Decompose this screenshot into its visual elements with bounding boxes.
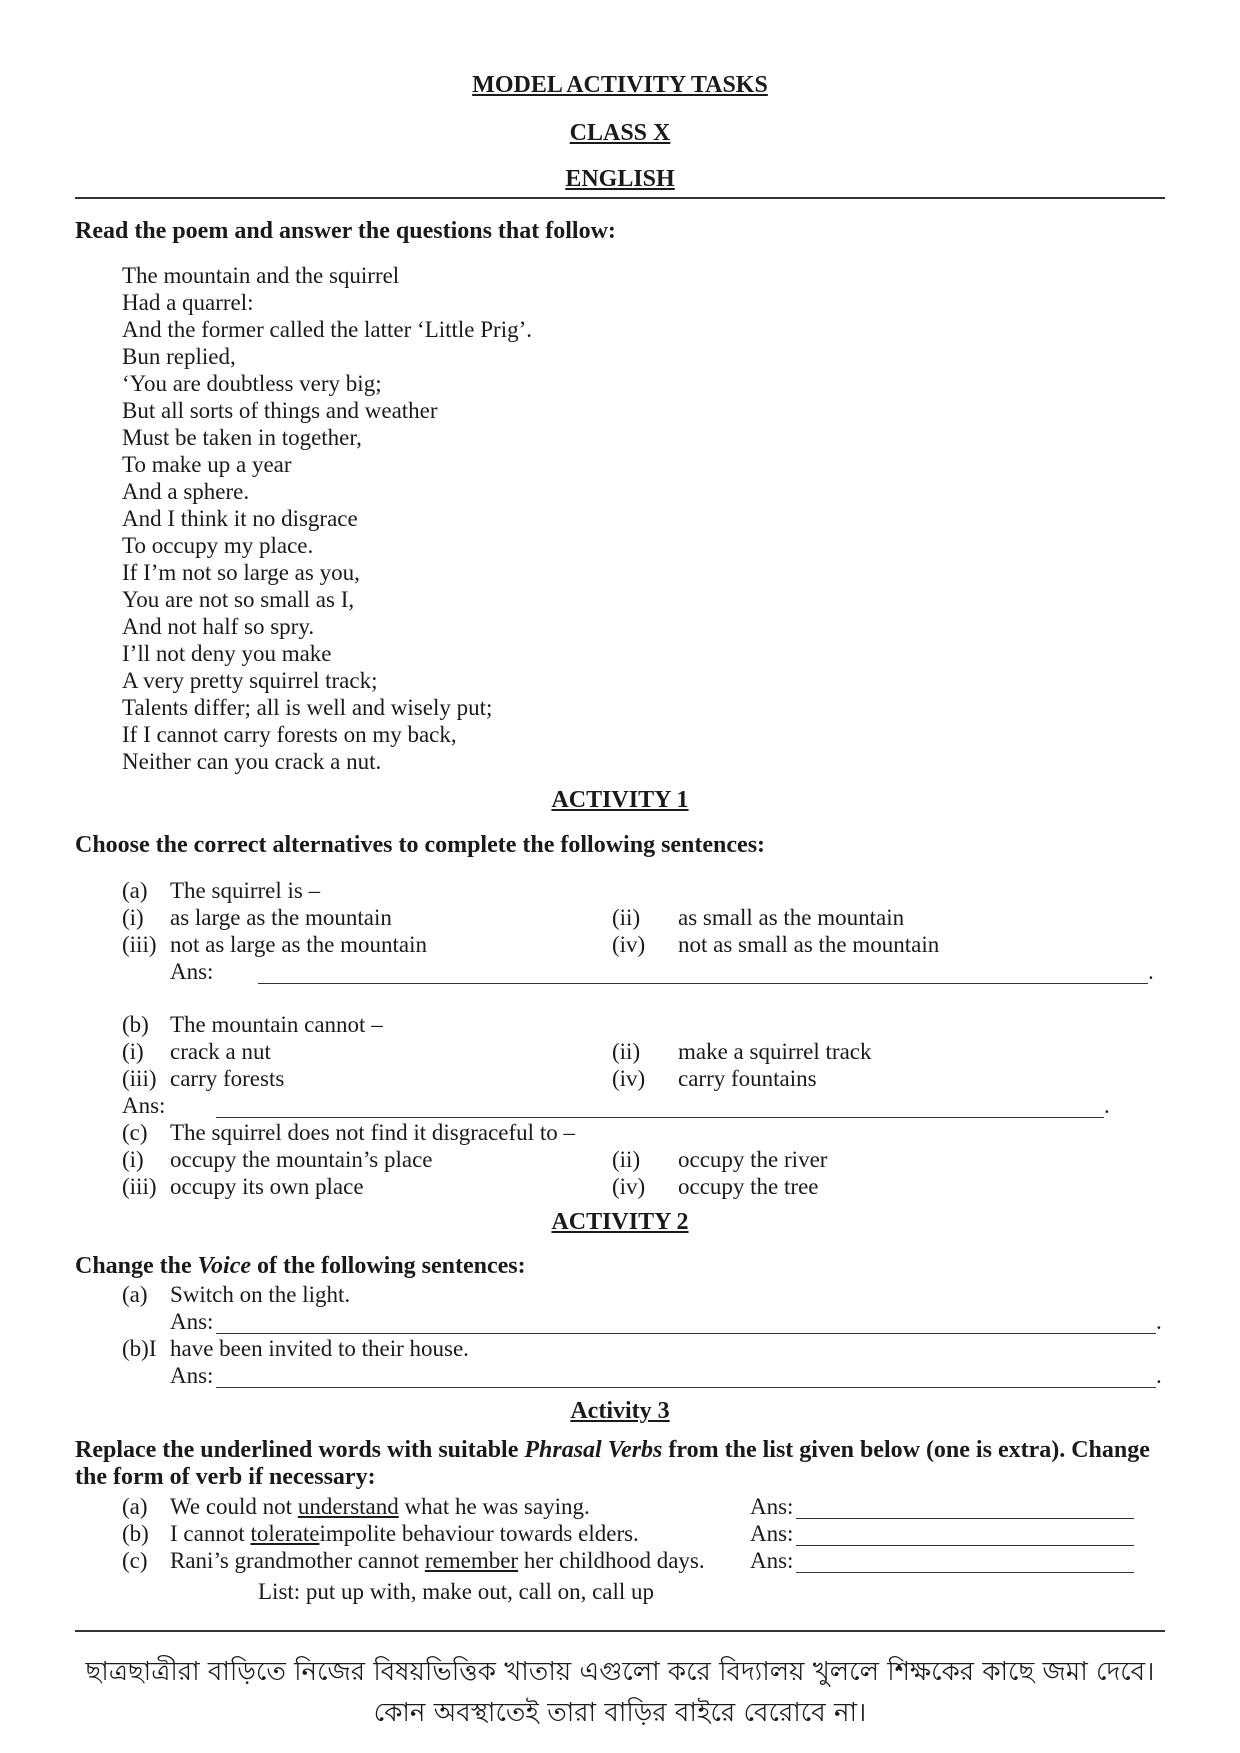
activity-3-instruction <box>75 1437 1150 1464</box>
poem-line: If I’m not so large as you, <box>122 560 360 585</box>
question-pre: We could not <box>170 1494 293 1519</box>
option-text: carry forests <box>170 1066 285 1091</box>
underlined-word: understand <box>297 1494 399 1519</box>
activity-3-instruction-line2: the form of verb if necessary: <box>75 1464 376 1490</box>
answer-label: Ans: <box>170 1363 214 1388</box>
question-text: The mountain cannot – <box>170 1012 383 1037</box>
footer-note-line1: ছাত্রছাত্রীরা বাড়িতে নিজের বিষয়ভিত্তিক খাতায় এগুলো করে বিদ্যালয় খুললে শিক্ষকের কাছে জমা দেবে। <box>85 1657 1155 1687</box>
poem-line: Had a quarrel: <box>122 290 254 315</box>
header-divider <box>75 197 1165 199</box>
option-label: (iii) <box>122 1066 157 1091</box>
option-text: occupy the mountain’s place <box>170 1147 433 1172</box>
answer-end-dot: . <box>1104 1093 1110 1118</box>
question-text <box>170 1520 639 1547</box>
answer-end-dot: . <box>1148 959 1154 984</box>
poem-instruction: Read the poem and answer the questions that follow: <box>75 218 616 244</box>
instruction-text: from the list given below (one is extra). Change <box>668 1437 1150 1463</box>
answer-end-dot: . <box>1156 1363 1162 1388</box>
option-text: crack a nut <box>170 1039 271 1064</box>
poem-line: Must be taken in together, <box>122 425 362 450</box>
answer-label: Ans: <box>170 1309 214 1334</box>
page-title: MODEL ACTIVITY TASKS <box>472 72 768 98</box>
answer-label: Ans: <box>750 1521 794 1546</box>
answer-line[interactable] <box>258 983 1148 984</box>
instruction-italic: Phrasal Verbs <box>524 1437 663 1463</box>
answer-line[interactable] <box>216 1387 1156 1388</box>
poem-line: Talents differ; all is well and wisely put; <box>122 695 493 720</box>
answer-line[interactable] <box>796 1572 1134 1573</box>
option-label: (iii) <box>122 1174 157 1199</box>
poem-line: A very pretty squirrel track; <box>122 668 378 693</box>
poem-line: I’ll not deny you make <box>122 641 332 666</box>
activity-2-title: ACTIVITY 2 <box>551 1209 689 1235</box>
question-label: (b) <box>122 1012 149 1037</box>
option-text: occupy the tree <box>678 1174 819 1199</box>
answer-line[interactable] <box>216 1117 1104 1118</box>
option-label: (ii) <box>612 905 641 930</box>
answer-end-dot: . <box>1156 1309 1162 1334</box>
option-text: as small as the mountain <box>678 905 905 930</box>
option-text: as large as the mountain <box>170 905 392 930</box>
answer-label: Ans: <box>750 1548 794 1573</box>
poem-line: To make up a year <box>122 452 292 477</box>
activity-2-instruction <box>75 1253 526 1280</box>
poem-line: And the former called the latter ‘Little Prig’. <box>122 317 533 342</box>
option-text: make a squirrel track <box>678 1039 872 1064</box>
poem-line: To occupy my place. <box>122 533 314 558</box>
option-label: (i) <box>122 905 144 930</box>
option-label: (iii) <box>122 932 157 957</box>
option-text: not as large as the mountain <box>170 932 427 957</box>
instruction-text: Change the <box>75 1253 192 1279</box>
instruction-text: Replace the underlined words with suitable <box>75 1437 519 1463</box>
answer-line[interactable] <box>796 1518 1134 1519</box>
answer-label: Ans: <box>750 1494 794 1519</box>
question-pre: I cannot <box>170 1521 245 1546</box>
footer-note-line2: কোন অবস্থাতেই তারা বাড়ির বাইরে বেরোবে না। <box>373 1698 867 1728</box>
poem-line: If I cannot carry forests on my back, <box>122 722 457 747</box>
question-pre: Rani’s grandmother cannot <box>170 1548 420 1573</box>
question-post: her childhood days. <box>523 1548 705 1573</box>
activity-1-instruction: Choose the correct alternatives to complete the following sentences: <box>75 832 766 858</box>
phrasal-verb-list: List: put up with, make out, call on, call up <box>258 1579 655 1604</box>
poem-line: Bun replied, <box>122 344 236 369</box>
poem-line: Neither can you crack a nut. <box>122 749 382 774</box>
question-post: impolite behaviour towards elders. <box>319 1521 639 1546</box>
underlined-word: tolerate <box>250 1521 320 1546</box>
option-text: not as small as the mountain <box>678 932 940 957</box>
poem-line: You are not so small as I, <box>122 587 355 612</box>
question-label: (a) <box>122 1494 148 1519</box>
poem-line: ‘You are doubtless very big; <box>122 371 382 396</box>
answer-line[interactable] <box>796 1545 1134 1546</box>
question-post: what he was saying. <box>404 1494 590 1519</box>
instruction-italic: Voice <box>197 1253 251 1279</box>
question-label: (a) <box>122 878 148 903</box>
question-text <box>170 1547 705 1574</box>
question-text <box>170 1493 590 1520</box>
option-text: occupy the river <box>678 1147 828 1172</box>
option-label: (i) <box>122 1039 144 1064</box>
question-label: (c) <box>122 1120 148 1145</box>
option-text: occupy its own place <box>170 1174 364 1199</box>
answer-label: Ans: <box>170 959 214 984</box>
instruction-text: of the following sentences: <box>257 1253 526 1279</box>
option-label: (iv) <box>612 1174 646 1199</box>
answer-line[interactable] <box>216 1333 1156 1334</box>
option-label: (i) <box>122 1147 144 1172</box>
question-label: (b) <box>122 1521 149 1546</box>
subject-title: ENGLISH <box>565 166 675 192</box>
question-label: (c) <box>122 1548 148 1573</box>
option-text: carry fountains <box>678 1066 817 1091</box>
footer-divider <box>75 1630 1165 1632</box>
option-label: (iv) <box>612 932 646 957</box>
poem <box>122 262 532 775</box>
activity-3-title: Activity 3 <box>570 1398 670 1424</box>
question-label: (b)I <box>122 1336 157 1361</box>
poem-line: The mountain and the squirrel <box>122 263 400 288</box>
poem-line: And a sphere. <box>122 479 250 504</box>
question-text: The squirrel is – <box>170 878 321 903</box>
poem-line: And not half so spry. <box>122 614 315 639</box>
underlined-word: remember <box>424 1548 519 1573</box>
option-label: (ii) <box>612 1039 641 1064</box>
question-text: Switch on the light. <box>170 1282 351 1307</box>
question-text: The squirrel does not find it disgraceful to – <box>170 1120 575 1145</box>
question-label: (a) <box>122 1282 148 1307</box>
poem-line: And I think it no disgrace <box>122 506 358 531</box>
question-text: have been invited to their house. <box>170 1336 469 1361</box>
class-title: CLASS X <box>569 120 671 146</box>
option-label: (iv) <box>612 1066 646 1091</box>
activity-1-title: ACTIVITY 1 <box>551 787 689 813</box>
answer-label: Ans: <box>122 1093 166 1118</box>
option-label: (ii) <box>612 1147 641 1172</box>
poem-line: But all sorts of things and weather <box>122 398 438 423</box>
